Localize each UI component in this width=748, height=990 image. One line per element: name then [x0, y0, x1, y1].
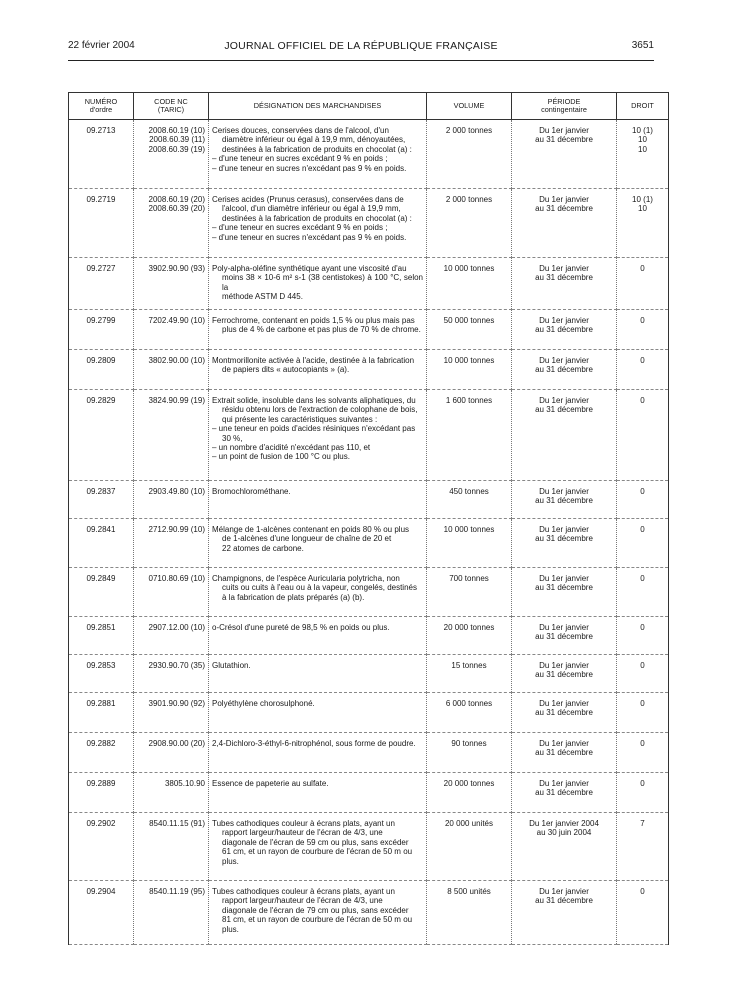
- designation-line: Montmorillonite activée à l'acide, destinée à la fabrication: [212, 356, 415, 365]
- cell-volume: 1 600 tonnes: [427, 390, 512, 481]
- droit-line: 10: [638, 144, 647, 154]
- designation-line: Bromochlorométhane.: [212, 487, 291, 496]
- periode-line: Du 1er janvier: [539, 699, 589, 708]
- cell-code: [134, 693, 209, 733]
- code-line: 2008.60.39 (20): [148, 204, 205, 214]
- designation-line: diagonale de l'écran de 79 cm ou plus, sans excéder: [222, 905, 409, 915]
- cell-numero: 09.2727: [69, 258, 134, 310]
- cell-designation: [209, 189, 427, 258]
- designation-line: – une teneur en poids d'acides résiniques n'excédant pas: [212, 424, 416, 434]
- cell-code: [134, 617, 209, 655]
- cell-designation: [209, 617, 427, 655]
- code-line: 0710.80.69 (10): [148, 574, 205, 583]
- periode-line: Du 1er janvier 2004: [529, 819, 599, 828]
- designation-line: destinées à la fabrication de produits en chocolat (a) :: [222, 144, 412, 154]
- periode-line: au 31 décembre: [535, 534, 593, 544]
- cell-periode: [512, 481, 617, 519]
- cell-code: [134, 813, 209, 881]
- cell-droit: [617, 617, 669, 655]
- cell-designation: [209, 310, 427, 350]
- cell-periode: [512, 350, 617, 390]
- cell-periode: [512, 120, 617, 189]
- cell-volume: 20 000 tonnes: [427, 773, 512, 813]
- designation-line: Mélange de 1-alcènes contenant en poids 80 % ou plus: [212, 525, 410, 534]
- code-line: 3805.10.90: [164, 779, 205, 788]
- designation-line: de papiers dits « autocopiants » (a).: [222, 365, 350, 375]
- cell-periode: [512, 310, 617, 350]
- cell-code: [134, 655, 209, 693]
- cell-numero: 09.2882: [69, 733, 134, 773]
- designation-line: moins 38 × 10-6 m² s-1 (38 centistokes) à 100 °C, selon la: [222, 273, 423, 292]
- table-row: [69, 481, 669, 519]
- droit-line: 7: [640, 819, 645, 828]
- cell-numero: 09.2904: [69, 881, 134, 945]
- cell-periode: [512, 519, 617, 568]
- cell-designation: [209, 655, 427, 693]
- designation-line: Cerises acides (Prunus cerasus), conservées dans de: [212, 195, 404, 204]
- droit-line: 0: [640, 887, 645, 896]
- cell-volume: 8 500 unités: [427, 881, 512, 945]
- cell-volume: 20 000 tonnes: [427, 617, 512, 655]
- cell-periode: [512, 773, 617, 813]
- header-rule: [68, 60, 654, 61]
- code-line: 3802.90.00 (10): [148, 356, 205, 365]
- cell-periode: [512, 568, 617, 617]
- cell-volume: 2 000 tonnes: [427, 120, 512, 189]
- periode-line: au 31 décembre: [535, 325, 593, 335]
- cell-volume: 15 tonnes: [427, 655, 512, 693]
- designation-line: Cerises douces, conservées dans de l'alcool, d'un: [212, 126, 389, 135]
- cell-numero: 09.2902: [69, 813, 134, 881]
- cell-code: [134, 258, 209, 310]
- cell-code: [134, 189, 209, 258]
- cell-numero: 09.2809: [69, 350, 134, 390]
- droit-line: 0: [640, 574, 645, 583]
- periode-line: Du 1er janvier: [539, 887, 589, 896]
- cell-periode: [512, 655, 617, 693]
- cell-numero: 09.2889: [69, 773, 134, 813]
- table-row: [69, 733, 669, 773]
- designation-line: plus de 4 % de carbone et pas plus de 70 % de chrome.: [222, 325, 421, 335]
- cell-code: [134, 733, 209, 773]
- col-header-numero: NUMÉRO d'ordre: [69, 93, 134, 120]
- cell-volume: 90 tonnes: [427, 733, 512, 773]
- droit-line: 0: [640, 396, 645, 405]
- table-row: [69, 813, 669, 881]
- designation-line: Tubes cathodiques couleur à écrans plats, ayant un: [212, 819, 395, 828]
- cell-droit: [617, 519, 669, 568]
- cell-droit: [617, 773, 669, 813]
- page-header: [68, 40, 654, 58]
- designation-line: rapport largeur/hauteur de l'écran de 4/3, une: [222, 828, 383, 838]
- code-line: 2903.49.80 (10): [148, 487, 205, 496]
- col-header-periode: PÉRIODE contingentaire: [512, 93, 617, 120]
- table-row: [69, 617, 669, 655]
- designation-line: à la fabrication de plats préparés (a) (b).: [222, 592, 365, 602]
- designation-line: Extrait solide, insoluble dans les solvants aliphatiques, du: [212, 396, 416, 405]
- cell-designation: [209, 813, 427, 881]
- cell-code: [134, 519, 209, 568]
- cell-volume: 10 000 tonnes: [427, 350, 512, 390]
- code-line: 7202.49.90 (10): [148, 316, 205, 325]
- periode-line: Du 1er janvier: [539, 487, 589, 496]
- droit-line: 0: [640, 525, 645, 534]
- designation-line: qui présente les caractéristiques suivantes :: [222, 414, 378, 424]
- cell-volume: 450 tonnes: [427, 481, 512, 519]
- designation-line: l'alcool, d'un diamètre inférieur ou égal à 19,9 mm,: [222, 204, 401, 214]
- designation-line: 81 cm, et un rayon de courbure de l'écran de 50 m ou: [222, 915, 413, 925]
- table-row: [69, 655, 669, 693]
- code-line: 2008.60.19 (10): [148, 126, 205, 135]
- col-header-volume: VOLUME: [427, 93, 512, 120]
- cell-volume: 700 tonnes: [427, 568, 512, 617]
- periode-line: Du 1er janvier: [539, 525, 589, 534]
- droit-line: 0: [640, 779, 645, 788]
- periode-line: au 31 décembre: [535, 896, 593, 906]
- designation-line: Champignons, de l'espèce Auricularia polytricha, non: [212, 574, 400, 583]
- cell-periode: [512, 813, 617, 881]
- designation-line: – d'une teneur en sucres n'excédant pas 9 % en poids.: [212, 232, 407, 242]
- col-header-designation: DÉSIGNATION DES MARCHANDISES: [209, 93, 427, 120]
- periode-line: au 31 décembre: [535, 365, 593, 375]
- periode-line: au 31 décembre: [535, 496, 593, 506]
- cell-periode: [512, 881, 617, 945]
- code-line: 2008.60.19 (20): [148, 195, 205, 204]
- cell-code: [134, 350, 209, 390]
- cell-designation: [209, 481, 427, 519]
- designation-line: 61 cm, et un rayon de courbure de l'écran de 50 m ou: [222, 847, 413, 857]
- cell-droit: [617, 390, 669, 481]
- designation-line: Tubes cathodiques couleur à écrans plats, ayant un: [212, 887, 395, 896]
- cell-droit: [617, 881, 669, 945]
- periode-line: au 31 décembre: [535, 405, 593, 415]
- droit-line: 10 (1): [632, 126, 653, 135]
- designation-line: 2,4-Dichloro-3-éthyl-6-nitrophénol, sous forme de poudre.: [212, 739, 416, 748]
- designation-line: résidu obtenu lors de l'extraction de colophane de bois,: [222, 405, 418, 415]
- cell-numero: 09.2849: [69, 568, 134, 617]
- designation-line: – d'une teneur en sucres excédant 9 % en poids ;: [212, 223, 388, 233]
- code-line: 2930.90.70 (35): [148, 661, 205, 670]
- cell-designation: [209, 390, 427, 481]
- periode-line: au 31 décembre: [535, 583, 593, 593]
- designation-line: – un point de fusion de 100 °C ou plus.: [212, 452, 350, 462]
- col-header-droit: DROIT: [617, 93, 669, 120]
- cell-designation: [209, 568, 427, 617]
- table-row: [69, 881, 669, 945]
- droit-line: 10: [638, 204, 647, 214]
- cell-volume: 10 000 tonnes: [427, 519, 512, 568]
- droit-line: 0: [640, 699, 645, 708]
- cell-designation: [209, 733, 427, 773]
- cell-droit: [617, 481, 669, 519]
- periode-line: au 31 décembre: [535, 748, 593, 758]
- table-row: [69, 120, 669, 189]
- droit-line: 0: [640, 264, 645, 273]
- droit-line: 0: [640, 487, 645, 496]
- cell-droit: [617, 350, 669, 390]
- cell-designation: [209, 350, 427, 390]
- table-header-row: [69, 93, 669, 120]
- cell-code: [134, 568, 209, 617]
- cell-volume: 20 000 unités: [427, 813, 512, 881]
- table-row: [69, 350, 669, 390]
- code-line: 2712.90.99 (10): [148, 525, 205, 534]
- cell-numero: 09.2881: [69, 693, 134, 733]
- code-line: 8540.11.15 (91): [149, 819, 205, 828]
- cell-volume: 10 000 tonnes: [427, 258, 512, 310]
- periode-line: au 30 juin 2004: [536, 828, 592, 838]
- droit-line: 0: [640, 316, 645, 325]
- publication-date: 22 février 2004: [68, 40, 135, 51]
- periode-line: Du 1er janvier: [539, 264, 589, 273]
- periode-line: Du 1er janvier: [539, 623, 589, 632]
- designation-line: plus.: [222, 924, 239, 934]
- designation-line: Essence de papeterie au sulfate.: [212, 779, 329, 788]
- table-row: [69, 773, 669, 813]
- periode-line: Du 1er janvier: [539, 316, 589, 325]
- code-line: 8540.11.19 (95): [149, 887, 205, 896]
- periode-line: Du 1er janvier: [539, 779, 589, 788]
- cell-droit: [617, 310, 669, 350]
- cell-numero: 09.2799: [69, 310, 134, 350]
- periode-line: Du 1er janvier: [539, 195, 589, 204]
- cell-numero: 09.2719: [69, 189, 134, 258]
- designation-line: Glutathion.: [212, 661, 251, 670]
- cell-droit: [617, 733, 669, 773]
- designation-line: diagonale de l'écran de 59 cm ou plus, sans excéder: [222, 837, 409, 847]
- periode-line: au 31 décembre: [535, 632, 593, 642]
- designation-line: diamètre inférieur ou égal à 19,9 mm, dénoyautées,: [222, 135, 406, 145]
- designation-line: o-Crésol d'une pureté de 98,5 % en poids ou plus.: [212, 623, 390, 632]
- designation-line: – d'une teneur en sucres excédant 9 % en poids ;: [212, 154, 388, 164]
- journal-title: JOURNAL OFFICIEL DE LA RÉPUBLIQUE FRANÇAISE: [224, 40, 498, 52]
- cell-droit: [617, 568, 669, 617]
- droit-line: 0: [640, 623, 645, 632]
- table-row: [69, 310, 669, 350]
- droit-line: 0: [640, 661, 645, 670]
- cell-periode: [512, 693, 617, 733]
- cell-designation: [209, 258, 427, 310]
- cell-designation: [209, 120, 427, 189]
- periode-line: Du 1er janvier: [539, 356, 589, 365]
- periode-line: au 31 décembre: [535, 204, 593, 214]
- cell-periode: [512, 189, 617, 258]
- periode-line: Du 1er janvier: [539, 739, 589, 748]
- periode-line: au 31 décembre: [535, 135, 593, 145]
- code-line: 3901.90.90 (92): [148, 699, 205, 708]
- table-row: [69, 189, 669, 258]
- code-line: 2907.12.00 (10): [148, 623, 205, 632]
- periode-line: au 31 décembre: [535, 708, 593, 718]
- cell-volume: 50 000 tonnes: [427, 310, 512, 350]
- cell-numero: 09.2853: [69, 655, 134, 693]
- table-row: [69, 258, 669, 310]
- code-line: 2008.60.39 (19): [148, 144, 205, 154]
- cell-numero: 09.2829: [69, 390, 134, 481]
- cell-code: [134, 481, 209, 519]
- code-line: 2908.90.00 (20): [148, 739, 205, 748]
- periode-line: Du 1er janvier: [539, 574, 589, 583]
- cell-code: [134, 310, 209, 350]
- cell-numero: 09.2837: [69, 481, 134, 519]
- designation-line: méthode ASTM D 445.: [222, 292, 303, 302]
- cell-droit: [617, 655, 669, 693]
- code-line: 3902.90.90 (93): [148, 264, 205, 273]
- designation-line: – d'une teneur en sucres n'excédant pas 9 % en poids.: [212, 163, 407, 173]
- designation-line: Polyéthylène chorosulphoné.: [212, 699, 315, 708]
- cell-code: [134, 773, 209, 813]
- droit-line: 10 (1): [632, 195, 653, 204]
- table-row: [69, 568, 669, 617]
- designation-line: plus.: [222, 856, 239, 866]
- cell-droit: [617, 693, 669, 733]
- table-row: [69, 693, 669, 733]
- table-row: [69, 519, 669, 568]
- periode-line: au 31 décembre: [535, 670, 593, 680]
- periode-line: Du 1er janvier: [539, 661, 589, 670]
- table-row: [69, 390, 669, 481]
- designation-line: destinées à la fabrication de produits en chocolat (a) :: [222, 213, 412, 223]
- tariff-quota-table: [68, 92, 669, 945]
- cell-periode: [512, 258, 617, 310]
- periode-line: Du 1er janvier: [539, 126, 589, 135]
- periode-line: au 31 décembre: [535, 273, 593, 283]
- cell-code: [134, 390, 209, 481]
- droit-line: 0: [640, 356, 645, 365]
- cell-designation: [209, 773, 427, 813]
- designation-line: 30 %,: [222, 433, 243, 443]
- cell-periode: [512, 733, 617, 773]
- periode-line: au 31 décembre: [535, 788, 593, 798]
- cell-droit: [617, 258, 669, 310]
- designation-line: 22 atomes de carbone.: [222, 543, 304, 553]
- designation-line: rapport largeur/hauteur de l'écran de 4/3, une: [222, 896, 383, 906]
- cell-code: [134, 881, 209, 945]
- cell-code: [134, 120, 209, 189]
- col-header-code: CODE NC (TARIC): [134, 93, 209, 120]
- code-line: 3824.90.99 (19): [148, 396, 205, 405]
- designation-line: Poly-alpha-oléfine synthétique ayant une viscosité d'au: [212, 264, 407, 273]
- designation-line: de 1-alcènes d'une longueur de chaîne de 20 et: [222, 534, 392, 544]
- droit-line: 10: [638, 135, 647, 145]
- page-number: 3651: [631, 40, 654, 51]
- designation-line: – un nombre d'acidité n'excédant pas 110, et: [212, 443, 371, 453]
- cell-numero: 09.2841: [69, 519, 134, 568]
- code-line: 2008.60.39 (11): [149, 135, 205, 145]
- cell-designation: [209, 519, 427, 568]
- cell-numero: 09.2713: [69, 120, 134, 189]
- cell-droit: [617, 120, 669, 189]
- cell-droit: [617, 189, 669, 258]
- cell-designation: [209, 693, 427, 733]
- cell-volume: 2 000 tonnes: [427, 189, 512, 258]
- cell-designation: [209, 881, 427, 945]
- cell-periode: [512, 617, 617, 655]
- periode-line: Du 1er janvier: [539, 396, 589, 405]
- designation-line: cuits ou cuits à l'eau ou à la vapeur, congelés, destinés: [222, 583, 417, 593]
- cell-droit: [617, 813, 669, 881]
- droit-line: 0: [640, 739, 645, 748]
- cell-volume: 6 000 tonnes: [427, 693, 512, 733]
- designation-line: Ferrochrome, contenant en poids 1,5 % ou plus mais pas: [212, 316, 415, 325]
- cell-numero: 09.2851: [69, 617, 134, 655]
- cell-periode: [512, 390, 617, 481]
